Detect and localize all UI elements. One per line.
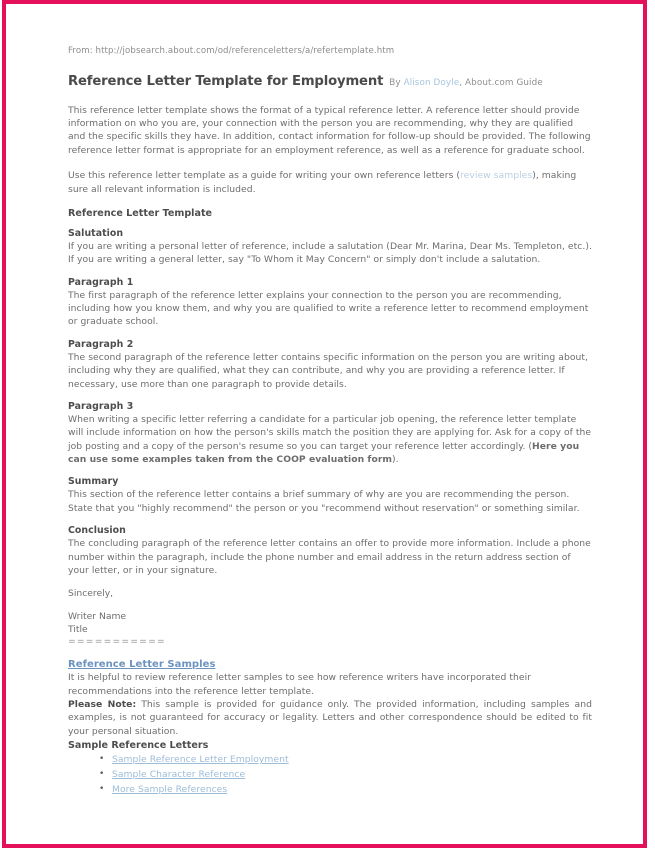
page-border-frame xyxy=(2,0,647,848)
signature-closing: Sincerely, xyxy=(68,588,114,600)
guide-text-after: ), making sure all relevant information is included. xyxy=(68,170,577,195)
signature-writer-name: Writer Name xyxy=(68,610,127,622)
list-item xyxy=(112,753,592,768)
sample-link-more-sample-references[interactable]: More Sample References xyxy=(112,783,228,795)
section-heading-summary: Summary xyxy=(68,476,119,488)
signature-spacer xyxy=(68,601,592,610)
section-body-salutation: If you are writing a personal letter of reference, include a salutation (Dear Mr. Marina, Dear Ms. Templeton, etc.). If you are writing a general letter, say "To Whom it May Concern" or simply don't include a salutation. xyxy=(68,240,592,266)
signature-block xyxy=(68,587,592,648)
section-heading-conclusion: Conclusion xyxy=(68,525,126,537)
sample-links-list xyxy=(68,753,592,798)
byline-prefix: By xyxy=(389,78,401,89)
section-heading-paragraph-2: Paragraph 2 xyxy=(68,338,134,350)
reference-letter-samples-link[interactable]: Reference Letter Samples xyxy=(68,659,216,671)
please-note-body: This sample is provided for guidance only. The provided information, including samples and examples, is not guaranteed for accuracy or legality. Letters and other correspondence should be edited to fit your personal situation. xyxy=(68,699,592,737)
signature-writer-title: Title xyxy=(68,623,88,635)
section-heading-paragraph-3: Paragraph 3 xyxy=(68,400,134,412)
guide-paragraph xyxy=(68,169,592,196)
paragraph-3-bold-note: Here you can use some examples taken from the COOP evaluation form xyxy=(68,440,580,466)
list-item xyxy=(112,783,592,798)
byline xyxy=(389,78,543,88)
review-samples-link[interactable]: review samples xyxy=(460,170,533,182)
source-url: From: http://jobsearch.about.com/od/referenceletters/a/refertemplate.htm xyxy=(68,46,395,56)
please-note-paragraph xyxy=(68,698,592,738)
sample-link-reference-letter-employment[interactable]: Sample Reference Letter Employment xyxy=(112,754,289,766)
section-body-paragraph-2: The second paragraph of the reference letter contains specific information on the person you are writing about, including why they are qualified, what they can contribute, and why you are providing a reference letter. If necessary, use more than one paragraph to provide details. xyxy=(68,351,588,390)
guide-text-before: Use this reference letter template as a guide for writing your own reference letters ( xyxy=(68,170,461,182)
byline-author-link[interactable]: Alison Doyle xyxy=(403,78,460,89)
intro-paragraph: This reference letter template shows the format of a typical reference letter. A reference letter should provide information on who you are, your connection with the person you are recommending, why they are qualified and the specific skills they have. In addition, contact information for follow-up should be provided. The following reference letter format is appropriate for an employment reference, as well as a reference for graduate school. xyxy=(68,104,591,156)
section-heading-paragraph-1: Paragraph 1 xyxy=(68,276,134,288)
section-body-paragraph-1: The first paragraph of the reference letter explains your connection to the person you are recommending, including how you know them, and why you are qualified to write a reference letter to recommend employment or graduate school. xyxy=(68,289,589,328)
title-row xyxy=(68,70,592,91)
section-body-paragraph-3 xyxy=(68,413,592,467)
byline-suffix: , About.com Guide xyxy=(459,78,543,89)
section-heading-salutation: Salutation xyxy=(68,227,124,239)
paragraph-3-text-after: ). xyxy=(392,454,399,466)
section-body-conclusion: The concluding paragraph of the reference letter contains an offer to provide more information. Include a phone number within the paragraph, include the phone number and email address in the return address section of your letter, or in your signature. xyxy=(68,538,591,576)
template-heading: Reference Letter Template xyxy=(68,207,213,219)
sample-reference-letters-heading: Sample Reference Letters xyxy=(68,740,209,752)
paragraph-3-text-before: When writing a specific letter referring a candidate for a particular job opening, the reference letter template will include information on how the person's skills match the position they are applying for. Ask for a copy of the job posting and a copy of the person's resume so you can target your reference letter accordingly. ( xyxy=(68,413,592,452)
list-item xyxy=(112,768,592,783)
page-title: Reference Letter Template for Employment xyxy=(68,74,384,90)
please-note-label: Please Note: xyxy=(68,699,137,711)
document-body xyxy=(68,46,592,798)
sample-link-character-reference[interactable]: Sample Character Reference xyxy=(112,769,246,781)
section-body-summary: This section of the reference letter contains a brief summary of why are you are recommending the person. State that you "highly recommend" the person or you "recommend without reservation" or something similar. xyxy=(68,489,580,514)
samples-body-paragraph: It is helpful to review reference letter samples to see how reference writers have incorporated their recommendations into the reference letter template. xyxy=(68,672,532,697)
equals-separator-rule: =========== xyxy=(68,636,166,648)
